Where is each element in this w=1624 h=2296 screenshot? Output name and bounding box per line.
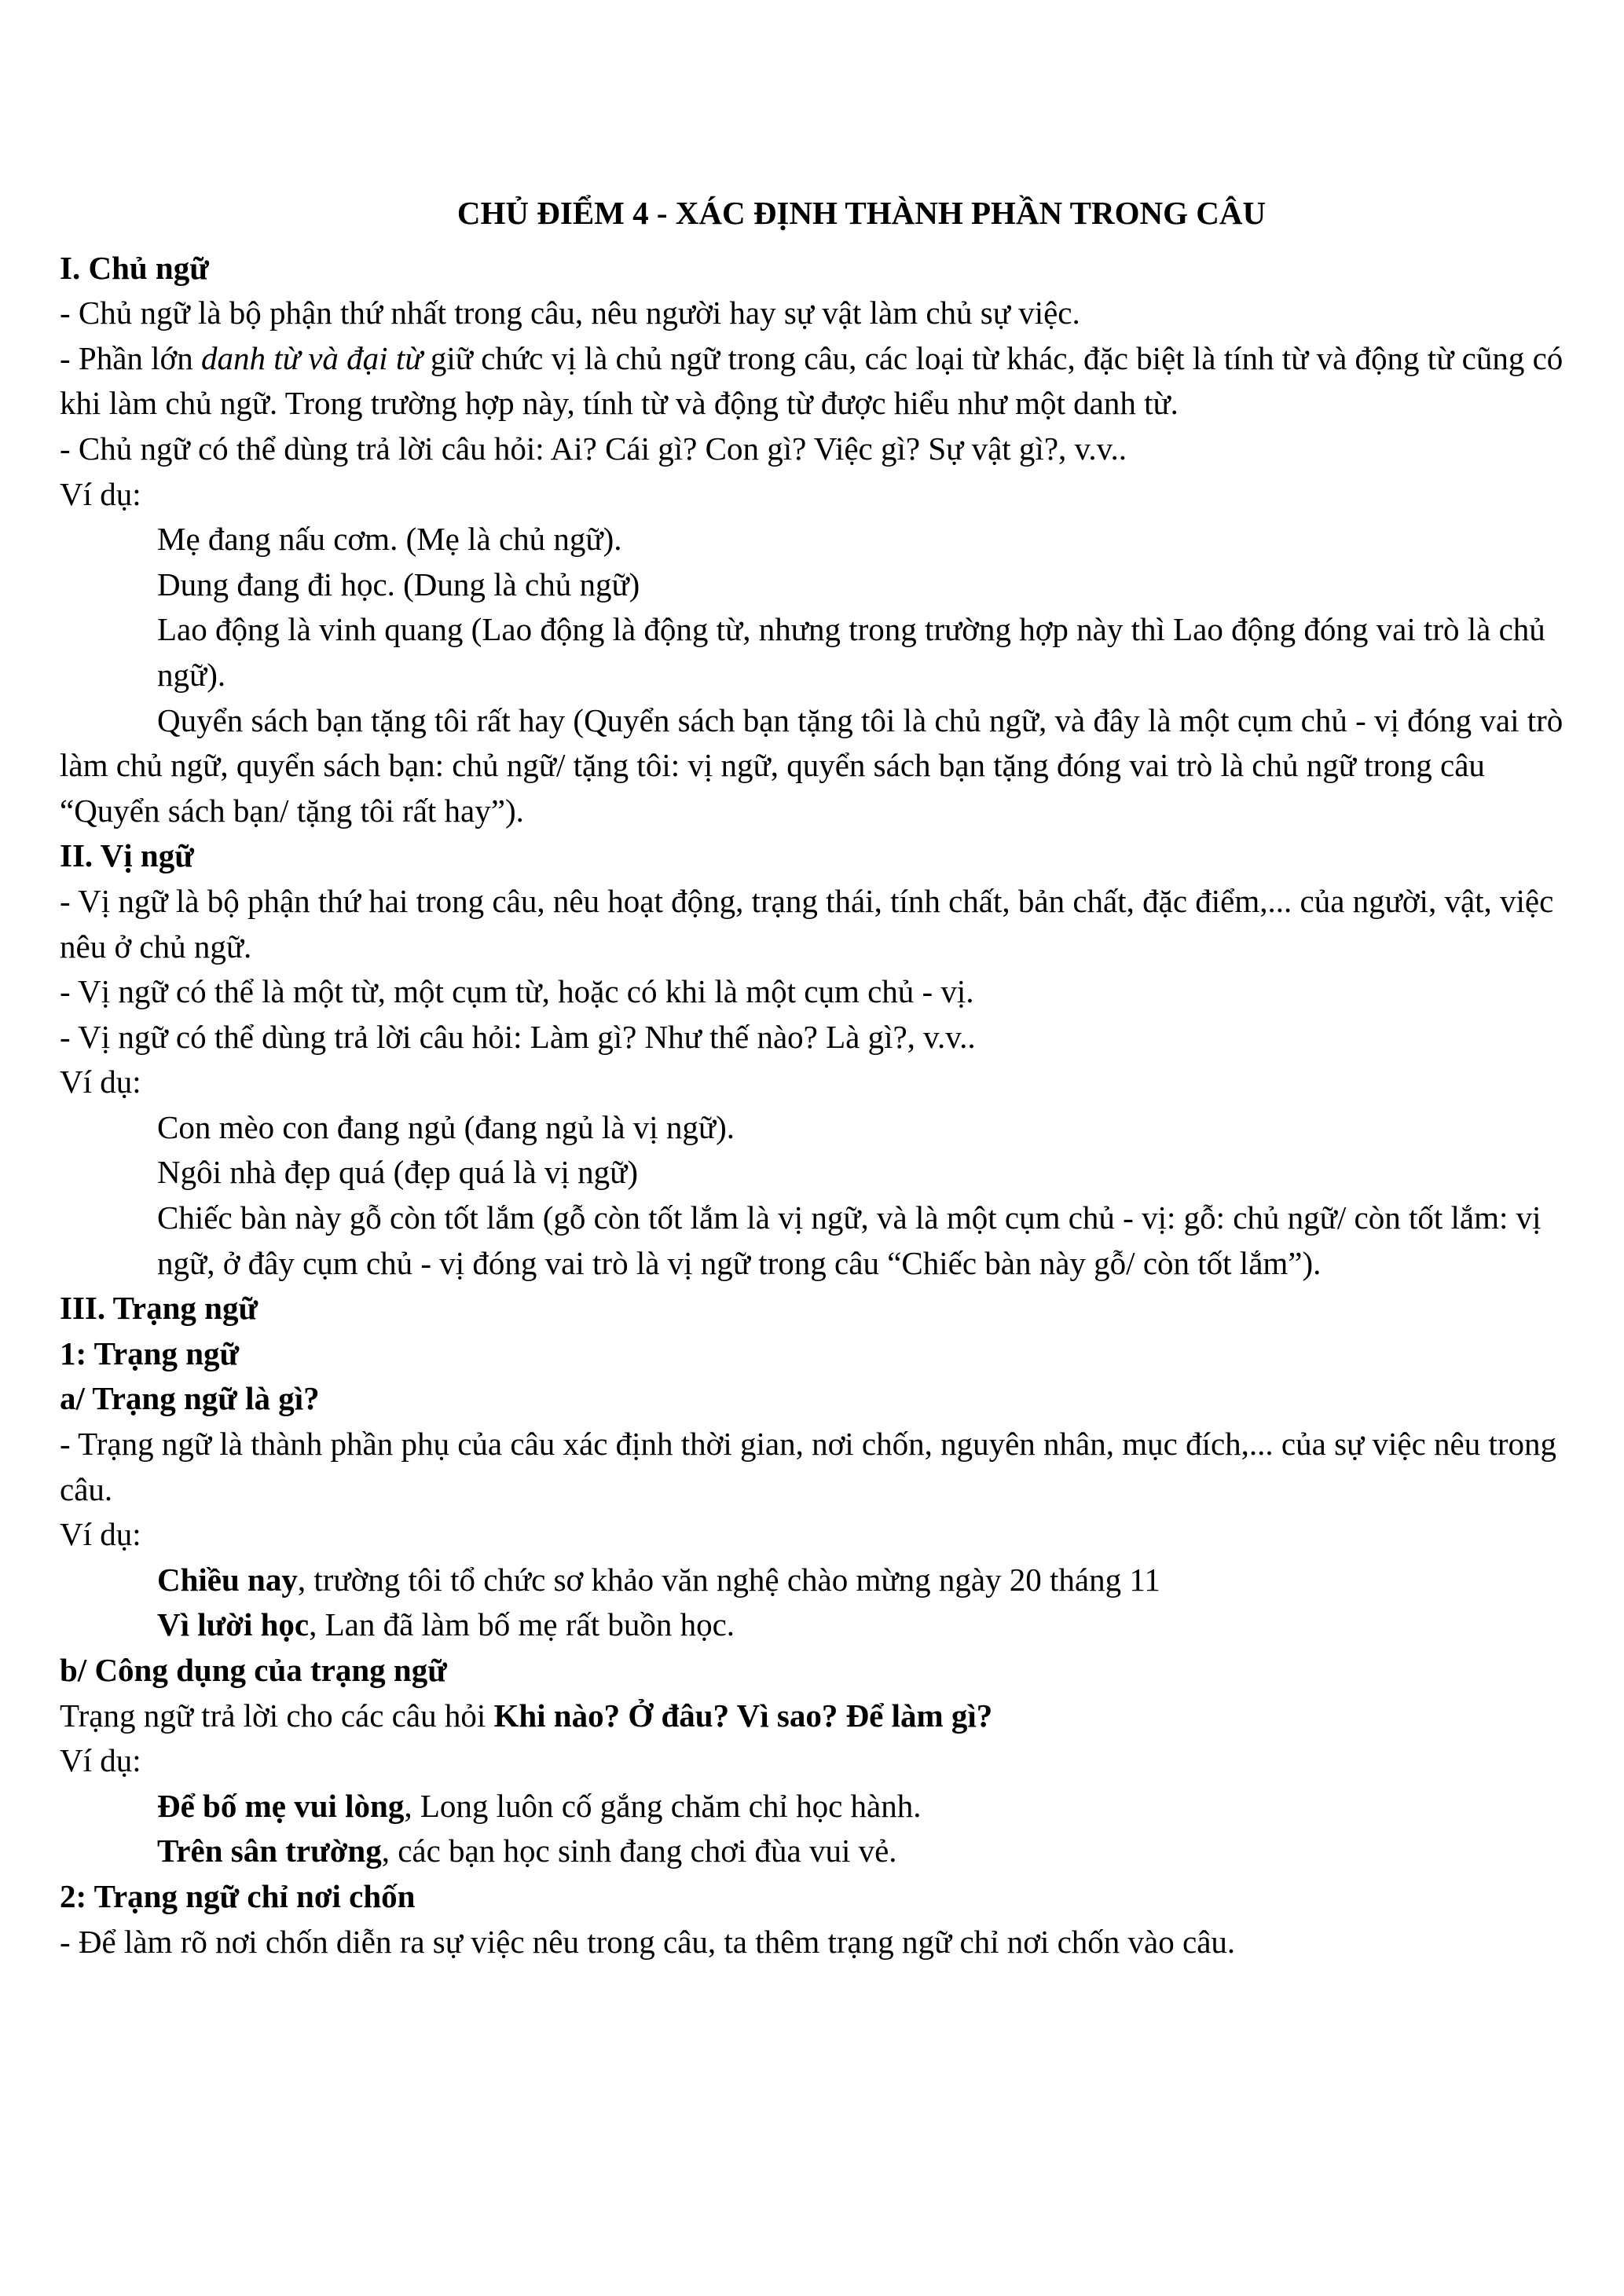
example-item: Mẹ đang nấu cơm. (Mẹ là chủ ngữ). (157, 521, 622, 558)
emphasis-text: danh từ và đại từ (200, 339, 423, 376)
example-label: Ví dụ: (60, 1064, 141, 1100)
example-item (60, 1829, 1569, 1874)
text: , Lan đã làm bố mẹ rất buồn học. (309, 1606, 735, 1643)
example-item: Chiếc bàn này gỗ còn tốt lắm (gỗ còn tốt lắm là vị ngữ, và là một cụm chủ - vị: gỗ: chủ ngữ/ còn tốt lắm: vị ngữ, ở đây cụm chủ - vị đóng vai trò là vị ngữ trong câu “Chiếc bàn này gỗ/ còn tốt lắm”). (157, 1199, 1542, 1281)
example-item (60, 1602, 1569, 1648)
example-item (60, 1558, 1569, 1603)
paragraph: - Vị ngữ có thể là một từ, một cụm từ, hoặc có khi là một cụm chủ - vị. (60, 973, 974, 1010)
example-item (60, 1784, 1569, 1829)
example-label: Ví dụ: (60, 475, 141, 512)
example-item: Dung đang đi học. (Dung là chủ ngữ) (157, 566, 640, 602)
paragraph (60, 1694, 1569, 1739)
paragraph: - Chủ ngữ có thể dùng trả lời câu hỏi: Ai? Cái gì? Con gì? Việc gì? Sự vật gì?, v.v.. (60, 430, 1127, 467)
section-heading-trang-ngu: III. Trạng ngữ (60, 1290, 258, 1327)
paragraph: - Vị ngữ là bộ phận thứ hai trong câu, nêu hoạt động, trạng thái, tính chất, bản chất, đặc điểm,... của người, vật, việc nêu ở chủ ngữ. (60, 882, 1554, 965)
text: , Long luôn cố gắng chăm chỉ học hành. (404, 1787, 922, 1824)
subsection-heading: b/ Công dụng của trạng ngữ (60, 1652, 447, 1688)
example-label: Ví dụ: (60, 1516, 141, 1553)
section-heading-vi-ngu: II. Vị ngữ (60, 837, 194, 874)
paragraph: - Chủ ngữ là bộ phận thứ nhất trong câu, nêu người hay sự vật làm chủ sự việc. (60, 295, 1080, 331)
paragraph: - Vị ngữ có thể dùng trả lời câu hỏi: Làm gì? Như thế nào? Là gì?, v.v.. (60, 1018, 976, 1055)
text: giữ chức vị là chủ ngữ trong câu, các loại từ khác, đặc biệt là tính từ và động từ cũng có khi làm chủ ngữ. Trong trường hợp này, tính từ và động từ được hiểu như một danh từ. (60, 339, 1564, 422)
bold-text: Để bố mẹ vui lòng (157, 1787, 405, 1824)
paragraph (60, 336, 1569, 427)
text: Trạng ngữ trả lời cho các câu hỏi (60, 1697, 494, 1734)
bold-text: Chiều nay (157, 1561, 298, 1598)
text: - Phần lớn (60, 339, 201, 376)
subsection-heading: a/ Trạng ngữ là gì? (60, 1380, 320, 1417)
bold-text: Vì lười học (157, 1606, 310, 1643)
section-heading-chu-ngu: I. Chủ ngữ (60, 249, 209, 286)
paragraph: - Để làm rõ nơi chốn diễn ra sự việc nêu trong câu, ta thêm trạng ngữ chỉ nơi chốn vào câu. (60, 1923, 1236, 1960)
example-item: Con mèo con đang ngủ (đang ngủ là vị ngữ). (157, 1108, 735, 1145)
paragraph: - Trạng ngữ là thành phần phụ của câu xác định thời gian, nơi chốn, nguyên nhân, mục đích,... của sự việc nêu trong câu. (60, 1426, 1557, 1507)
subsection-heading: 1: Trạng ngữ (60, 1335, 240, 1371)
example-item: Quyển sách bạn tặng tôi rất hay (Quyển sách bạn tặng tôi là chủ ngữ, và đây là một cụm chủ - vị đóng vai trò làm chủ ngữ, quyển sách bạn: chủ ngữ/ tặng tôi: vị ngữ, quyển sách bạn tặng đóng vai trò là chủ ngữ trong câu “Quyển sách bạn/ tặng tôi rất hay”). (60, 701, 1564, 829)
page-title: CHỦ ĐIỂM 4 - XÁC ĐỊNH THÀNH PHẦN TRONG CÂU (456, 195, 1267, 231)
example-item: Lao động là vinh quang (Lao động là động từ, nhưng trong trường hợp này thì Lao động đóng vai trò là chủ ngữ). (157, 611, 1545, 693)
text: , trường tôi tổ chức sơ khảo văn nghệ chào mừng ngày 20 tháng 11 (297, 1561, 1160, 1598)
example-label: Ví dụ: (60, 1742, 141, 1779)
subsection-heading: 2: Trạng ngữ chỉ nơi chốn (60, 1877, 416, 1914)
text: , các bạn học sinh đang chơi đùa vui vẻ. (381, 1833, 897, 1869)
bold-text: Khi nào? Ở đâu? Vì sao? Để làm gì? (493, 1697, 993, 1734)
example-item: Ngôi nhà đẹp quá (đẹp quá là vị ngữ) (157, 1154, 638, 1191)
bold-text: Trên sân trường (157, 1833, 382, 1869)
